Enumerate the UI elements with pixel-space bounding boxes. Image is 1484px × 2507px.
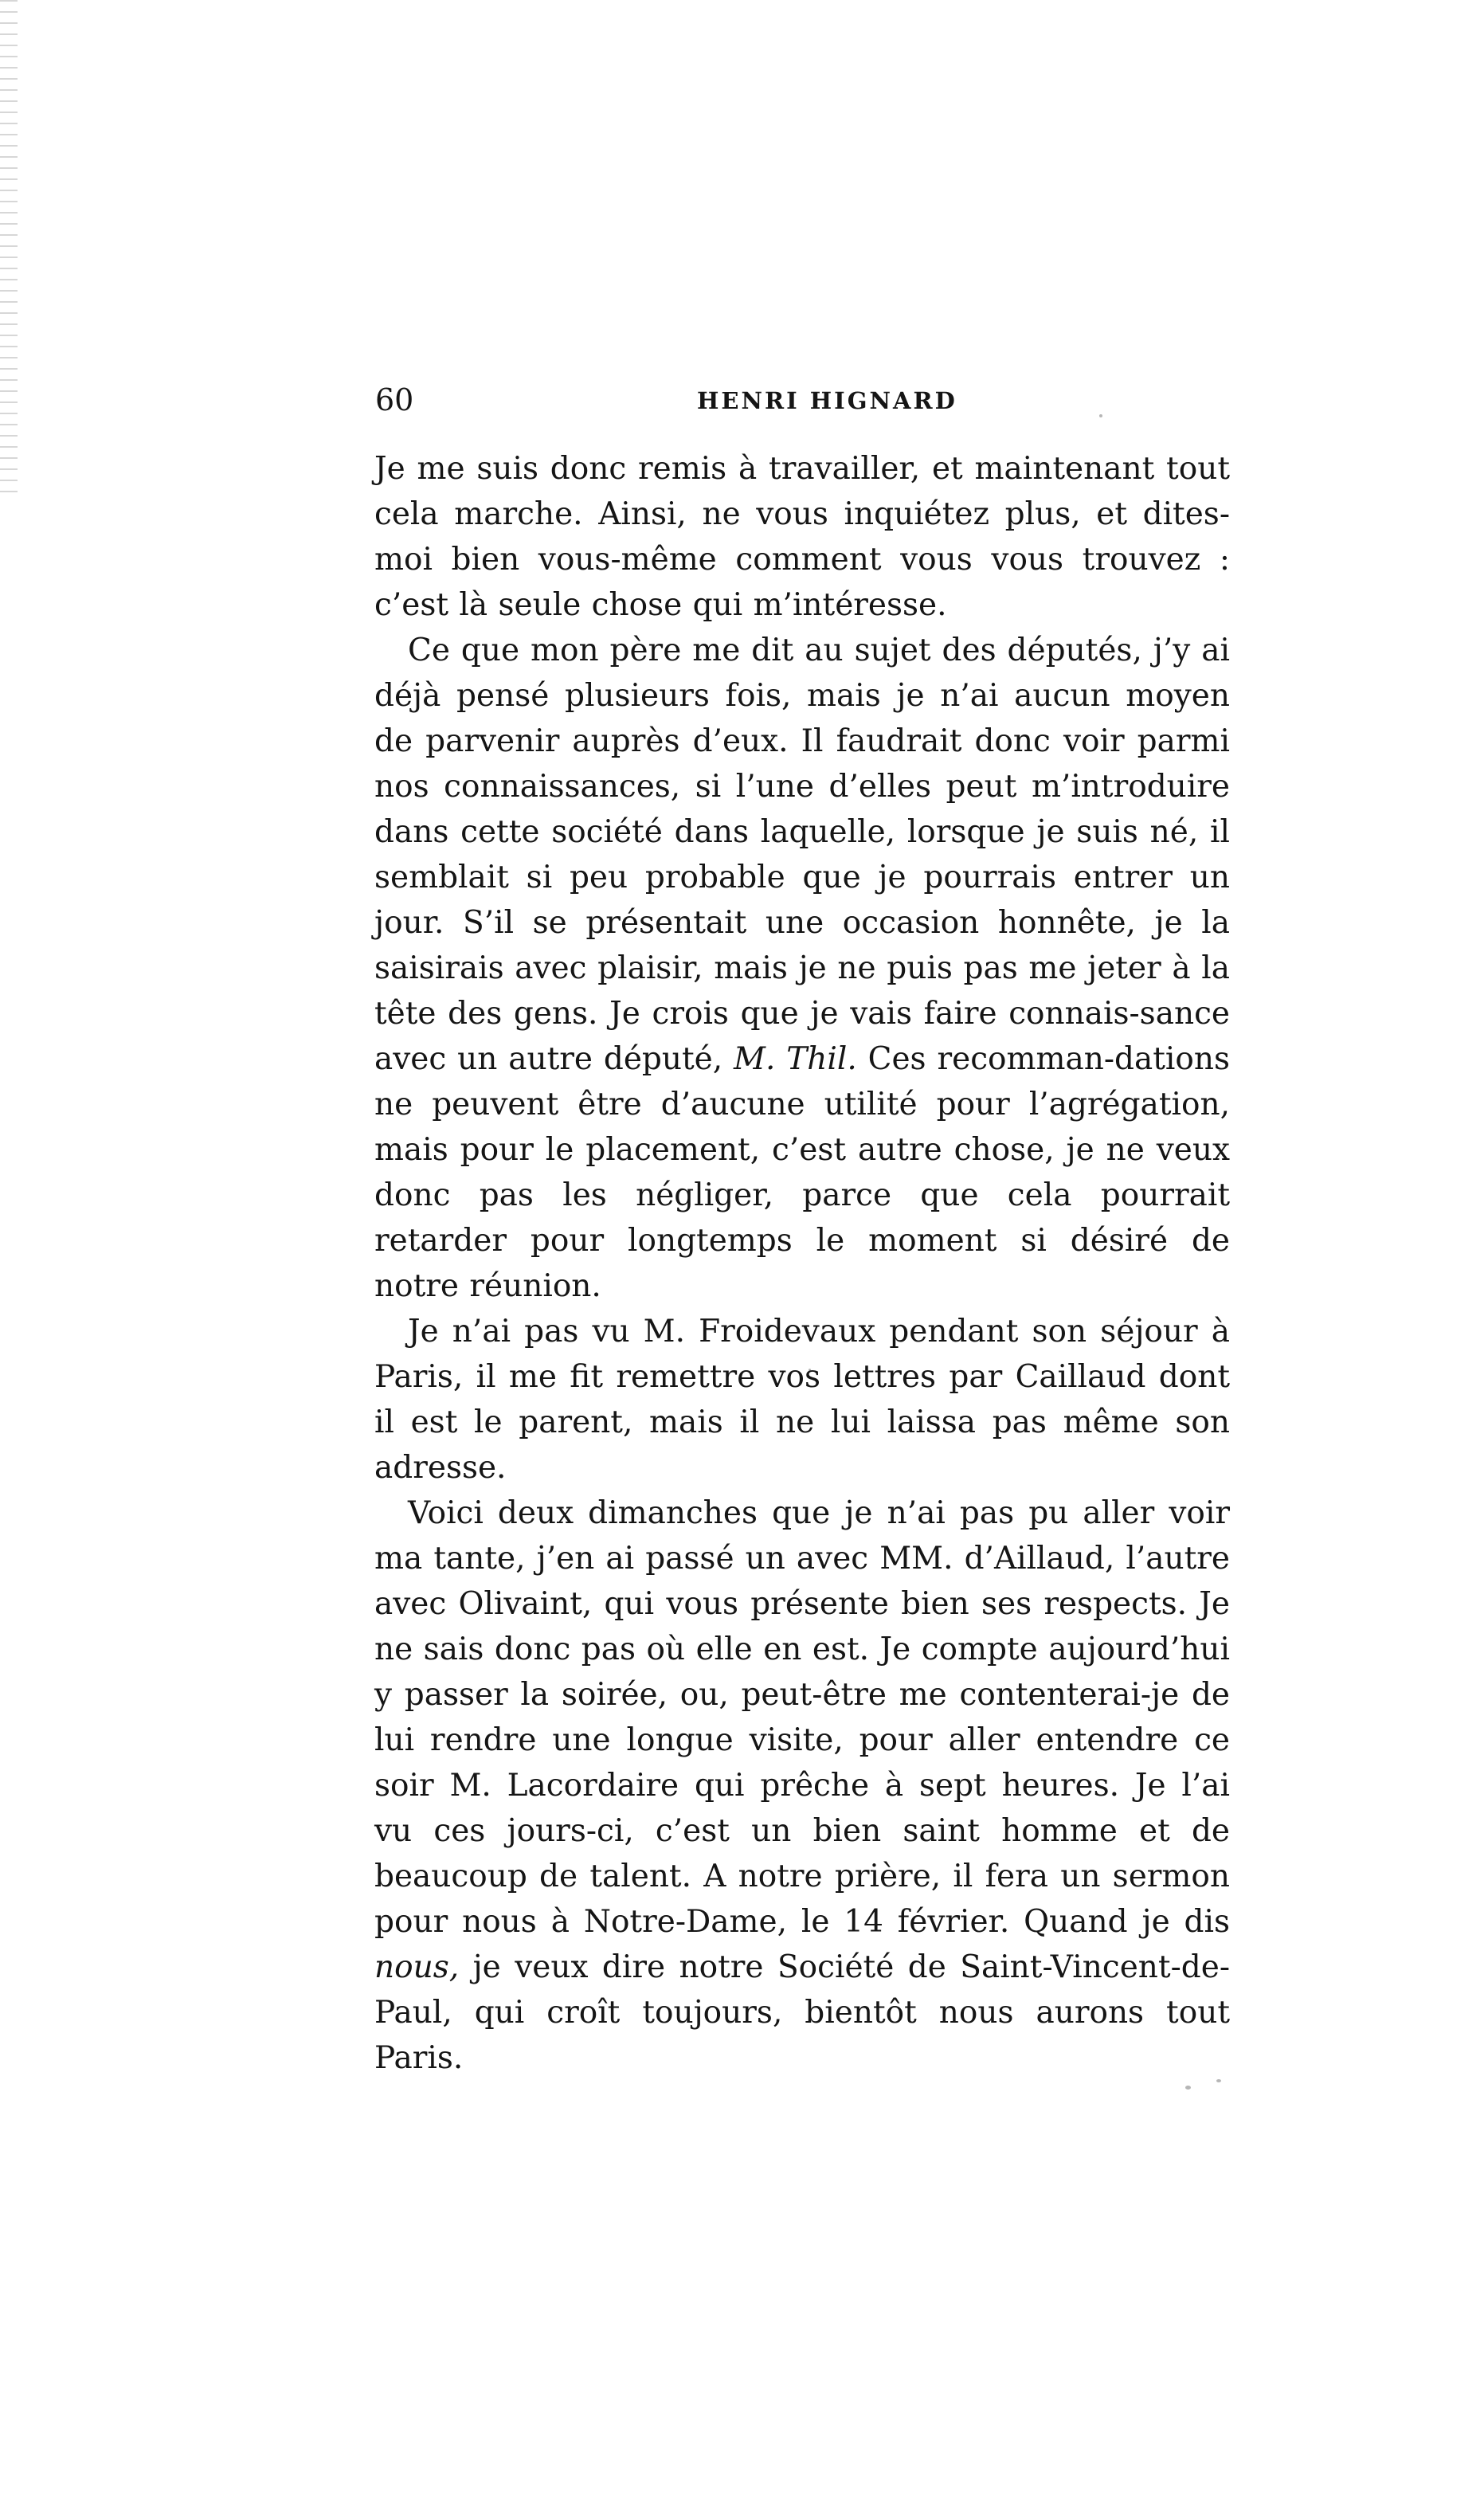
body-text bbox=[374, 446, 1230, 2081]
page-number: 60 bbox=[375, 382, 414, 417]
paragraph-4 bbox=[374, 1490, 1230, 2081]
paragraph-2 bbox=[374, 628, 1230, 1309]
paragraph-4-italic: nous, bbox=[374, 1949, 460, 1985]
paragraph-4-tail: je veux dire notre Société de Saint-Vincent-de-Paul, qui croît toujours, bientôt nous aurons tout Paris. bbox=[374, 1949, 1230, 2076]
paper-speck bbox=[1216, 2079, 1221, 2082]
paragraph-1-text: Je me suis donc remis à travailler, et maintenant tout cela marche. Ainsi, ne vous inquiétez plus, et dites-moi bien vous-même comment vous vous trouvez : c’est là seule chose qui m’intéresse. bbox=[374, 451, 1230, 623]
paragraph-2-text: Ce que mon père me dit au sujet des députés, j’y ai déjà pensé plusieurs fois, mais je n’ai aucun moyen de parvenir auprès d’eux. Il faudrait donc voir parmi nos connaissances, si l’une d’elles peut m’introduire dans cette société dans laquelle, lorsque je suis né, il semblait si peu probable que je pourrais entrer un jour. S’il se présentait une occasion honnête, je la saisirais avec plaisir, mais je ne puis pas me jeter à la tête des gens. Je crois que je vais faire connais-sance avec un autre député, bbox=[374, 633, 1230, 1077]
paper-speck bbox=[809, 1369, 811, 1371]
paper-speck bbox=[1185, 2086, 1191, 2090]
paragraph-3-text: Je n’ai pas vu M. Froidevaux pendant son séjour à Paris, il me fit remettre vos lettres par Caillaud dont il est le parent, mais il ne lui laissa pas même son adresse. bbox=[374, 1314, 1230, 1486]
paragraph-3 bbox=[374, 1309, 1230, 1490]
scan-edge-marks bbox=[0, 0, 18, 494]
paragraph-2-tail: Ces recomman-dations ne peuvent être d’aucune utilité pour l’agrégation, mais pour le placement, c’est autre chose, je ne veux donc pas les négliger, parce que cela pourrait retarder pour longtemps le moment si désiré de notre réunion. bbox=[374, 1041, 1230, 1304]
paragraph-1 bbox=[374, 446, 1230, 628]
paragraph-4-text: Voici deux dimanches que je n’ai pas pu aller voir ma tante, j’en ai passé un avec MM. d’Aillaud, l’autre avec Olivaint, qui vous présente bien ses respects. Je ne sais donc pas où elle en est. Je compte aujourd’hui y passer la soirée, ou, peut-être me contenterai-je de lui rendre une longue visite, pour aller entendre ce soir M. Lacordaire qui prêche à sept heures. Je l’ai vu ces jours-ci, c’est un bien saint homme et de beaucoup de talent. A notre prière, il fera un sermon pour nous à Notre-Dame, le 14 février. Quand je dis bbox=[374, 1495, 1230, 1940]
paragraph-2-italic: M. Thil. bbox=[734, 1041, 857, 1077]
paper-speck bbox=[1099, 414, 1102, 417]
running-head: HENRI HIGNARD bbox=[697, 387, 957, 414]
